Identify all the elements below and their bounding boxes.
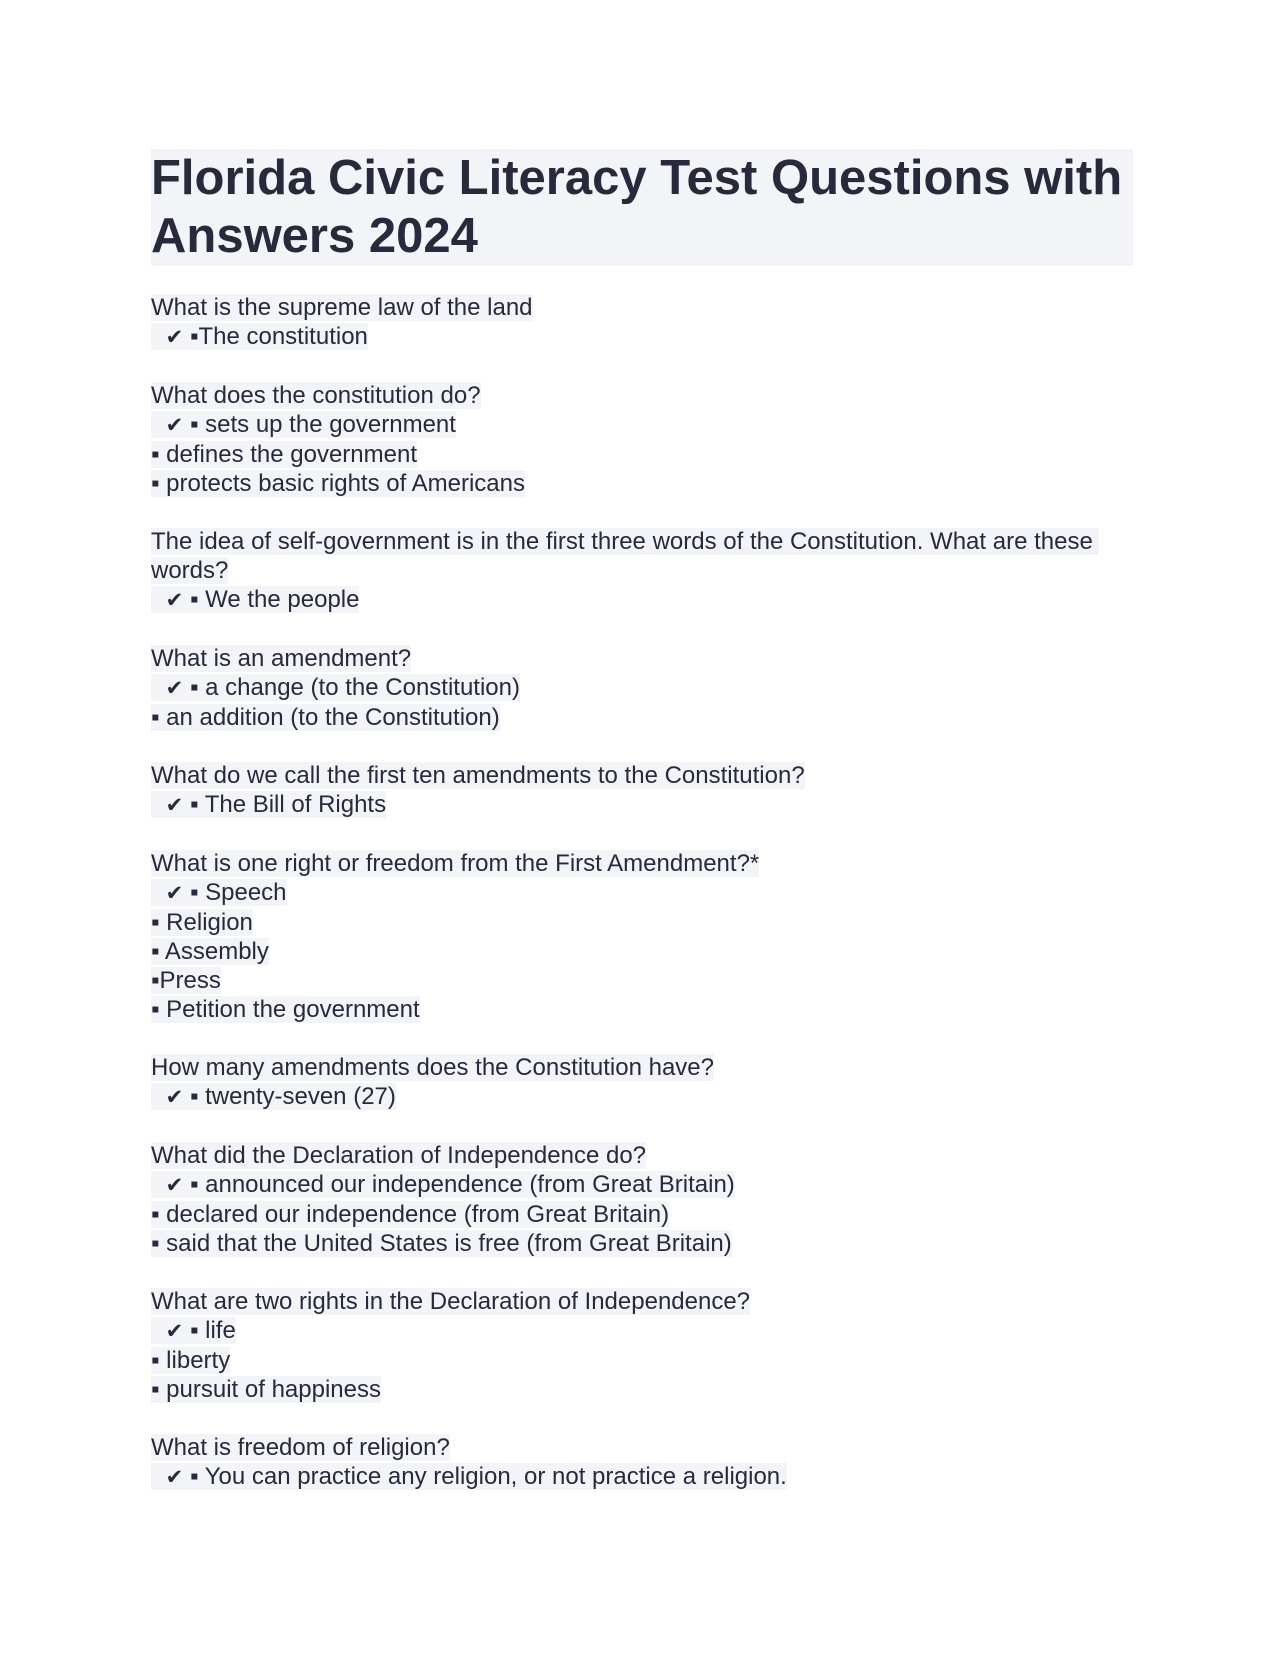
answer-line	[151, 440, 1133, 469]
checkmark-icon: ✔	[165, 1319, 184, 1343]
answer-text: ▪ defines the government	[151, 441, 418, 468]
answer-highlight	[151, 1347, 230, 1374]
answer-highlight	[151, 1230, 732, 1257]
answer-line	[151, 322, 1133, 352]
answer-highlight	[151, 441, 417, 468]
checkmark-icon: ✔	[165, 676, 184, 700]
answer-line	[151, 410, 1133, 440]
answer-line	[151, 790, 1133, 820]
question-text	[151, 527, 1133, 585]
answer-text: ▪The constitution	[189, 323, 368, 350]
answer-highlight	[151, 909, 253, 936]
answer-highlight	[151, 323, 368, 350]
answer-highlight	[151, 1083, 396, 1110]
answer-text: ▪ Religion	[151, 909, 253, 936]
qa-item	[151, 527, 1133, 615]
answer-line	[151, 966, 1133, 995]
answer-highlight	[151, 411, 456, 438]
question-text	[151, 761, 1133, 790]
qa-item	[151, 1287, 1133, 1404]
answer-highlight	[151, 1317, 236, 1344]
qa-list	[151, 293, 1133, 1492]
answer-text: ▪ We the people	[189, 586, 360, 613]
answer-line	[151, 908, 1133, 937]
document-title: Florida Civic Literacy Test Questions with Answers 2024	[151, 149, 1133, 266]
question-label: What did the Declaration of Independence do?	[151, 1142, 647, 1169]
answer-text: ▪ Assembly	[151, 938, 269, 965]
answer-highlight	[151, 996, 420, 1023]
answer-line	[151, 1082, 1133, 1112]
qa-item	[151, 1141, 1133, 1258]
question-text	[151, 1287, 1133, 1316]
qa-item	[151, 1053, 1133, 1112]
question-text	[151, 293, 1133, 322]
checkmark-icon: ✔	[165, 588, 184, 612]
document-page	[151, 149, 1133, 1492]
question-text	[151, 849, 1133, 878]
question-label: What are two rights in the Declaration of Independence?	[151, 1288, 751, 1315]
answer-line	[151, 1229, 1133, 1258]
answer-text: ▪Press	[151, 967, 221, 994]
answer-text: ▪ said that the United States is free (from Great Britain)	[151, 1230, 732, 1257]
answer-text: ▪ an addition (to the Constitution)	[151, 704, 500, 731]
qa-item	[151, 1433, 1133, 1492]
answer-line	[151, 878, 1133, 908]
answer-line	[151, 1375, 1133, 1404]
answer-line	[151, 1316, 1133, 1346]
answer-text: ▪ a change (to the Constitution)	[189, 674, 520, 701]
checkmark-icon: ✔	[165, 325, 184, 349]
answer-text: ▪ declared our independence (from Great Britain)	[151, 1201, 670, 1228]
answer-text: ▪ The Bill of Rights	[189, 791, 387, 818]
answer-line	[151, 995, 1133, 1024]
answer-line	[151, 1462, 1133, 1492]
question-text	[151, 1433, 1133, 1462]
question-label: What is freedom of religion?	[151, 1434, 450, 1461]
answer-highlight	[151, 791, 386, 818]
question-label: What does the constitution do?	[151, 382, 481, 409]
answer-highlight	[151, 879, 287, 906]
qa-item	[151, 761, 1133, 820]
answer-text: ▪ twenty-seven (27)	[189, 1083, 396, 1110]
answer-text: ▪ Speech	[189, 879, 287, 906]
answer-line	[151, 1200, 1133, 1229]
qa-item	[151, 644, 1133, 732]
question-text	[151, 1141, 1133, 1170]
answer-highlight	[151, 1201, 669, 1228]
checkmark-icon: ✔	[165, 413, 184, 437]
answer-text: ▪ life	[189, 1317, 236, 1344]
question-label: The idea of self-government is in the first three words of the Constitution. What are these words?	[151, 528, 1100, 584]
answer-line	[151, 673, 1133, 703]
answer-highlight	[151, 1171, 735, 1198]
answer-text: ▪ liberty	[151, 1347, 231, 1374]
answer-highlight	[151, 586, 359, 613]
qa-item	[151, 849, 1133, 1024]
question-text	[151, 381, 1133, 410]
answer-text: ▪ sets up the government	[189, 411, 456, 438]
answer-highlight	[151, 704, 500, 731]
answer-line	[151, 1346, 1133, 1375]
answer-line	[151, 1170, 1133, 1200]
answer-text: ▪ pursuit of happiness	[151, 1376, 381, 1403]
checkmark-icon: ✔	[165, 1465, 184, 1489]
checkmark-icon: ✔	[165, 1173, 184, 1197]
question-text	[151, 644, 1133, 673]
answer-highlight	[151, 674, 520, 701]
answer-line	[151, 585, 1133, 615]
question-label: What is an amendment?	[151, 645, 412, 672]
answer-text: ▪ Petition the government	[151, 996, 420, 1023]
answer-line	[151, 937, 1133, 966]
question-label: What is one right or freedom from the First Amendment?*	[151, 850, 760, 877]
answer-text: ▪ protects basic rights of Americans	[151, 470, 525, 497]
question-label: What is the supreme law of the land	[151, 294, 533, 321]
qa-item	[151, 293, 1133, 352]
answer-line	[151, 469, 1133, 498]
answer-highlight	[151, 1463, 787, 1490]
answer-text: ▪ announced our independence (from Great Britain)	[189, 1171, 735, 1198]
checkmark-icon: ✔	[165, 793, 184, 817]
checkmark-icon: ✔	[165, 881, 184, 905]
question-label: What do we call the first ten amendments to the Constitution?	[151, 762, 805, 789]
checkmark-icon: ✔	[165, 1085, 184, 1109]
answer-highlight	[151, 938, 269, 965]
question-label: How many amendments does the Constitution have?	[151, 1054, 714, 1081]
answer-highlight	[151, 967, 221, 994]
answer-highlight	[151, 1376, 381, 1403]
question-text	[151, 1053, 1133, 1082]
answer-line	[151, 703, 1133, 732]
answer-text: ▪ You can practice any religion, or not practice a religion.	[189, 1463, 787, 1490]
qa-item	[151, 381, 1133, 498]
answer-highlight	[151, 470, 525, 497]
